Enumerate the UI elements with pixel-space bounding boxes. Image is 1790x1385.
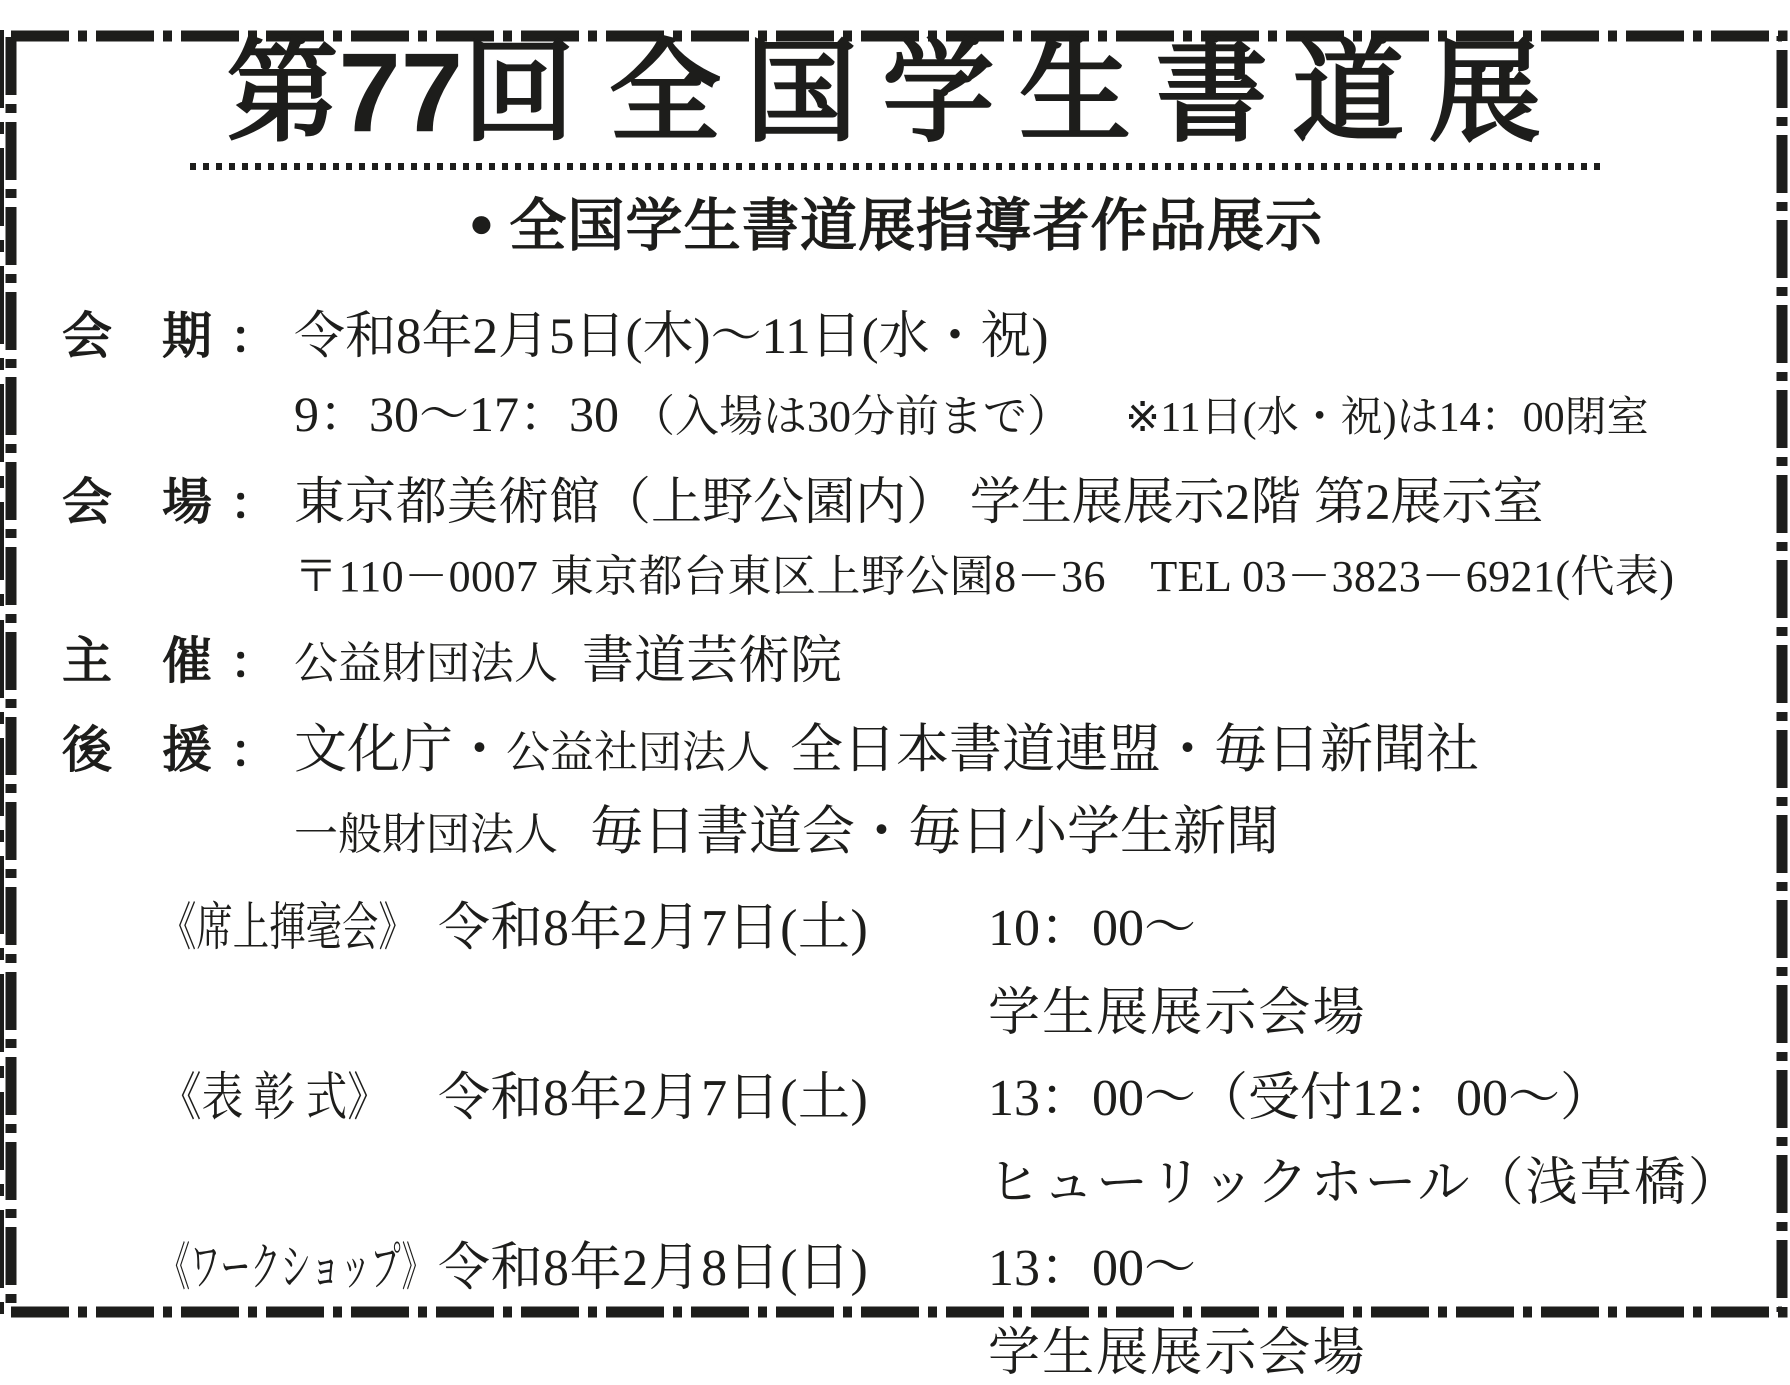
title-dotted-underline (190, 163, 1602, 170)
supporter-orgs: 全日本書道連盟・毎日新聞社 (790, 720, 1479, 779)
info-colon: ： (230, 310, 276, 363)
info-colon: ： (230, 635, 276, 688)
title-main-text: 全国学生書道展 (609, 30, 1566, 155)
info-section (62, 294, 1730, 865)
event-time: 10：00～ (988, 899, 1197, 957)
events-section (62, 885, 1743, 1385)
event-venue: 学生展展示会場 (988, 984, 1367, 1042)
venue-name: 東京都美術館（上野公園内） 学生展展示2階 第2展示室 (294, 474, 1544, 531)
info-label-venue: 会場 (62, 473, 212, 530)
exhibition-title (62, 30, 1730, 155)
organizer-value (294, 618, 1730, 693)
event-name: 《ワークショップ》 (160, 1239, 432, 1297)
period-hours: 9：30～17：30 (294, 385, 619, 442)
supporter-orgs-2: 毎日書道会・毎日小学生新聞 (590, 802, 1279, 861)
event-row-workshop (160, 1225, 1730, 1300)
event-venue: ヒューリックホール（浅草橋） (988, 1154, 1743, 1212)
period-entry-note: （入場は30分前まで） (631, 391, 1071, 441)
info-label-supporters: 後援 (62, 721, 212, 778)
supporter-org-type-2: 一般財団法人 (294, 809, 558, 859)
event-time: 13：00～ (988, 1239, 1197, 1297)
event-name: 《席上揮毫会》 (160, 899, 415, 957)
event-venue-row (160, 970, 1730, 1045)
supporter-org-type: 公益社団法人 (506, 727, 770, 777)
info-colon: ： (230, 724, 276, 777)
event-name: 《表 彰 式》 (160, 1069, 389, 1127)
event-venue-row (160, 1140, 1743, 1215)
title-edition-number: 第77回 (226, 30, 576, 155)
info-label-organizer: 主催 (62, 632, 212, 689)
event-venue: 学生展展示会場 (988, 1324, 1367, 1382)
subtitle (62, 194, 1730, 260)
info-colon: ： (230, 476, 276, 529)
event-row-demonstration (160, 885, 1730, 960)
event-venue-row (160, 1310, 1730, 1385)
supporters-line1 (294, 707, 1730, 783)
supporter-agency: 文化庁・ (294, 720, 506, 779)
announcement-sheet (0, 30, 1790, 1382)
info-row-period (62, 294, 1730, 368)
info-label-period: 会期 (62, 307, 212, 364)
supporters-line2 (294, 789, 1730, 865)
announcement-content (0, 30, 1790, 1385)
organizer-type: 公益財団法人 (294, 638, 558, 688)
info-row-supporters (62, 707, 1730, 783)
period-dates: 令和8年2月5日(木)～11日(水・祝) (294, 308, 1049, 365)
organizer-name: 書道芸術院 (582, 632, 843, 690)
event-date: 令和8年2月7日(土) (438, 899, 869, 957)
info-row-organizer (62, 618, 1730, 693)
bullet-icon: ● (468, 199, 496, 247)
venue-address: 〒110－0007 東京都台東区上野公園8－36 TEL 03－3823－6921(代表) (294, 551, 1675, 601)
event-date: 令和8年2月8日(日) (438, 1239, 869, 1297)
event-date: 令和8年2月7日(土) (438, 1069, 869, 1127)
info-row-venue (62, 460, 1730, 534)
subtitle-text: 全国学生書道展指導者作品展示 (509, 194, 1324, 259)
period-hours-line (294, 374, 1730, 446)
event-row-award-ceremony (160, 1055, 1730, 1130)
event-time: 13：00～（受付12：00～） (988, 1069, 1613, 1127)
period-closing-note: ※11日(水・祝)は14：00閉室 (1125, 394, 1649, 441)
venue-address-line (294, 540, 1730, 604)
